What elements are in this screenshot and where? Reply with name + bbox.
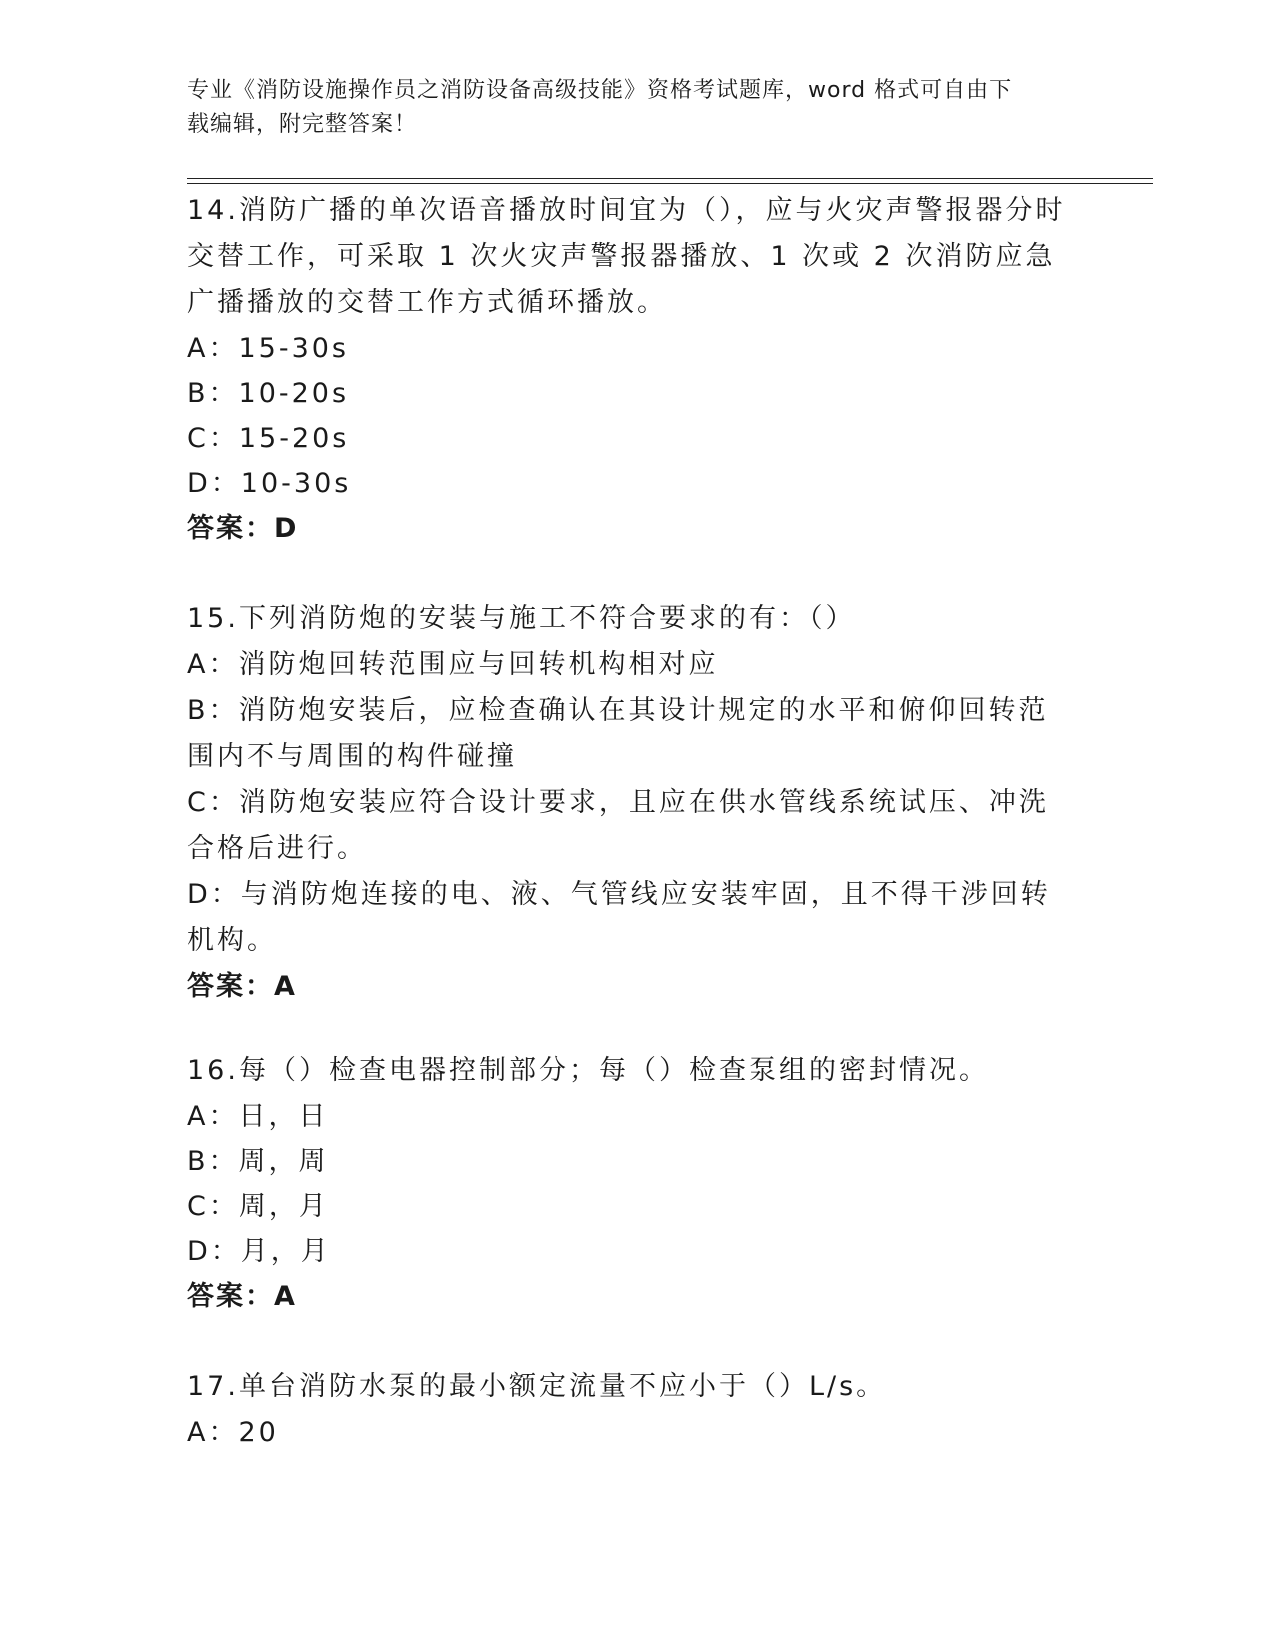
- header-line-2: 载编辑，附完整答案！: [187, 112, 418, 137]
- option-a: A：15-30s: [187, 333, 349, 364]
- question-16: [187, 1048, 1087, 1320]
- question-stem: 16.每（）检查电器控制部分；每（）检查泵组的密封情况。: [187, 1055, 989, 1086]
- answer: 答案：A: [187, 971, 297, 1002]
- question-14: [187, 188, 1087, 552]
- header-divider-bottom: [187, 183, 1153, 184]
- header-divider-top: [187, 178, 1153, 179]
- question-stem: 15.下列消防炮的安装与施工不符合要求的有：（）: [187, 603, 856, 634]
- option-a: A：日，日: [187, 1101, 329, 1132]
- option-b: B：消防炮安装后，应检查确认在其设计规定的水平和俯仰回转范围内不与周围的构件碰撞: [187, 695, 1049, 772]
- question-stem: 17.单台消防水泵的最小额定流量不应小于（）L/s。: [187, 1371, 887, 1402]
- option-d: D：10-30s: [187, 468, 352, 499]
- option-d: D：月，月: [187, 1236, 331, 1267]
- header-line-1: 专业《消防设施操作员之消防设备高级技能》资格考试题库，word 格式可自由下: [187, 78, 1013, 103]
- option-b: B：周，周: [187, 1146, 329, 1177]
- question-stem: 14.消防广播的单次语音播放时间宜为（），应与火灾声警报器分时交替工作，可采取 1 次火灾声警报器播放、1 次或 2 次消防应急广播播放的交替工作方式循环播放。: [187, 195, 1066, 318]
- question-17: [187, 1364, 1087, 1455]
- option-c: C：周，月: [187, 1191, 329, 1222]
- option-c: C：消防炮安装应符合设计要求，且应在供水管线系统试压、冲洗合格后进行。: [187, 787, 1049, 864]
- answer: 答案：D: [187, 513, 299, 544]
- option-d: D：与消防炮连接的电、液、气管线应安装牢固，且不得干涉回转机构。: [187, 879, 1051, 956]
- option-c: C：15-20s: [187, 423, 350, 454]
- answer: 答案：A: [187, 1281, 297, 1312]
- option-a: A：20: [187, 1417, 279, 1448]
- document-header: [187, 74, 1087, 142]
- option-a: A：消防炮回转范围应与回转机构相对应: [187, 649, 719, 680]
- option-b: B：10-20s: [187, 378, 350, 409]
- question-15: [187, 596, 1087, 1010]
